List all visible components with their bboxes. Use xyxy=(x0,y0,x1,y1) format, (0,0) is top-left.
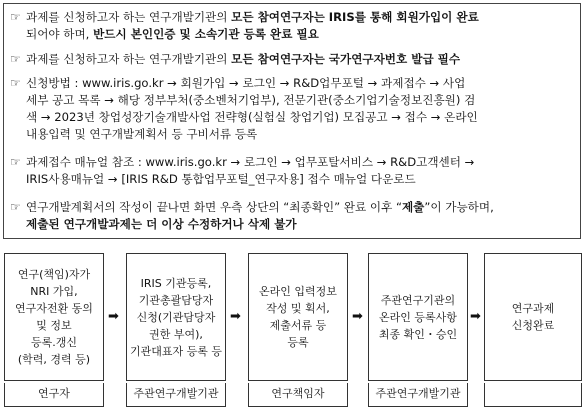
notice-item-membership xyxy=(10,9,576,43)
arrow-right-icon: ➡ xyxy=(470,309,481,324)
notice-bold-text: 제출 xyxy=(401,200,425,214)
arrow-right-icon: ➡ xyxy=(352,309,363,324)
notice-text: 내용입력 및 연구개발계획서 등 구비서류 등록 xyxy=(26,127,258,141)
step-text: 주관연구기관의 xyxy=(380,293,456,307)
step-text: NRI 가입, xyxy=(30,285,78,298)
step-text: 작성 및 획서, xyxy=(266,302,330,315)
step-text: 온라인 등록사항 xyxy=(379,310,457,324)
step-text: 연구과제 xyxy=(511,302,555,315)
step-text: 기관대표자 등록 등 xyxy=(129,344,222,358)
pointing-hand-icon: ☞ xyxy=(10,76,21,90)
step-text: 신청(기관담당자 xyxy=(136,310,216,324)
notice-text: 되어야 하며, xyxy=(26,27,94,41)
notice-text: 과제접수 매뉴얼 참조 : www.iris.go.kr → 로그인 → 업무포탈서비스 → R&D고객센터 → xyxy=(26,155,475,169)
step-text: 온라인 입력정보 xyxy=(259,285,337,298)
notice-bold-text: 모든 참여연구자는 국가연구자번호 발급 필수 xyxy=(231,52,461,66)
notice-text: 색 → 2023년 창업성장기술개발사업 전략형(실험실 창업기업) 모집공고 → 접수 → 온라인 xyxy=(26,110,478,124)
flow-step-3 xyxy=(248,253,348,381)
notice-text: IRIS사용매뉴얼 → [IRIS R&D 통합업무포털_연구자용] 접수 매뉴얼 다운로드 xyxy=(26,172,416,186)
notice-box xyxy=(3,3,581,239)
step-text: 연구자전환 동의 xyxy=(15,302,93,315)
step-text: 등록.갱신 xyxy=(30,336,77,349)
flow-actor-4: 주관연구개발기관 xyxy=(368,383,468,407)
flow-step-5 xyxy=(484,253,582,381)
flow-actor-5 xyxy=(484,383,582,407)
notice-text: 연구개발계획서의 작성이 끝나면 화면 우측 상단의 “최종확인” 완료 이후 “ xyxy=(26,200,402,214)
notice-bold-text: 반드시 본인인증 및 소속기관 등록 완료 필요 xyxy=(93,27,319,41)
step-text: 최종 확인・승인 xyxy=(378,327,458,341)
step-text: 제출서류 등 xyxy=(269,319,327,332)
notice-bold-text: 제출된 연구개발과제는 더 이상 수정하거나 삭제 불가 xyxy=(26,217,297,231)
notice-text: 신청방법 : www.iris.go.kr → 회원가입 → 로그인 → R&D업무포털 → 과제접수 → 사업 xyxy=(26,76,466,90)
notice-text: 세부 공고 목록 → 해당 정부부처(중소벤처기업부), 전문기관(중소기업기술정보진흥원) 검 xyxy=(26,93,476,107)
step-text: 및 정보 xyxy=(36,319,72,332)
flow-actor-1: 연구자 xyxy=(4,383,104,407)
step-text: 연구(책임)자가 xyxy=(17,268,91,281)
pointing-hand-icon: ☞ xyxy=(10,200,21,214)
step-text: 기관총괄담당자 xyxy=(138,293,214,307)
step-text: IRIS 기관등록, xyxy=(140,276,212,290)
notice-item-manual xyxy=(10,154,576,188)
process-flow xyxy=(0,247,586,414)
flow-step-1 xyxy=(4,253,104,381)
notice-text: 과제를 신청하고자 하는 연구개발기관의 xyxy=(26,52,232,66)
step-text: 등록 xyxy=(287,336,309,349)
step-text: (학력, 경력 등) xyxy=(17,353,91,366)
flow-step-4 xyxy=(368,253,468,381)
notice-text: 과제를 신청하고자 하는 연구개발기관의 xyxy=(26,10,232,24)
notice-text: ”이 가능하며, xyxy=(424,200,494,214)
flow-actor-3: 연구책임자 xyxy=(248,383,348,407)
notice-item-submission xyxy=(10,199,576,233)
flow-step-2 xyxy=(126,253,226,381)
notice-item-application-method xyxy=(10,75,576,143)
arrow-right-icon: ➡ xyxy=(230,309,241,324)
pointing-hand-icon: ☞ xyxy=(10,52,21,66)
pointing-hand-icon: ☞ xyxy=(10,155,21,169)
flow-actor-2: 주관연구개발기관 xyxy=(126,383,226,407)
arrow-right-icon: ➡ xyxy=(108,309,119,324)
pointing-hand-icon: ☞ xyxy=(10,10,21,24)
notice-bold-text: 모든 참여연구자는 IRIS를 통해 회원가입이 완료 xyxy=(231,10,479,24)
notice-item-researcher-number xyxy=(10,51,576,68)
step-text: 권한 부여), xyxy=(149,327,203,341)
step-text: 신청완료 xyxy=(511,319,555,332)
